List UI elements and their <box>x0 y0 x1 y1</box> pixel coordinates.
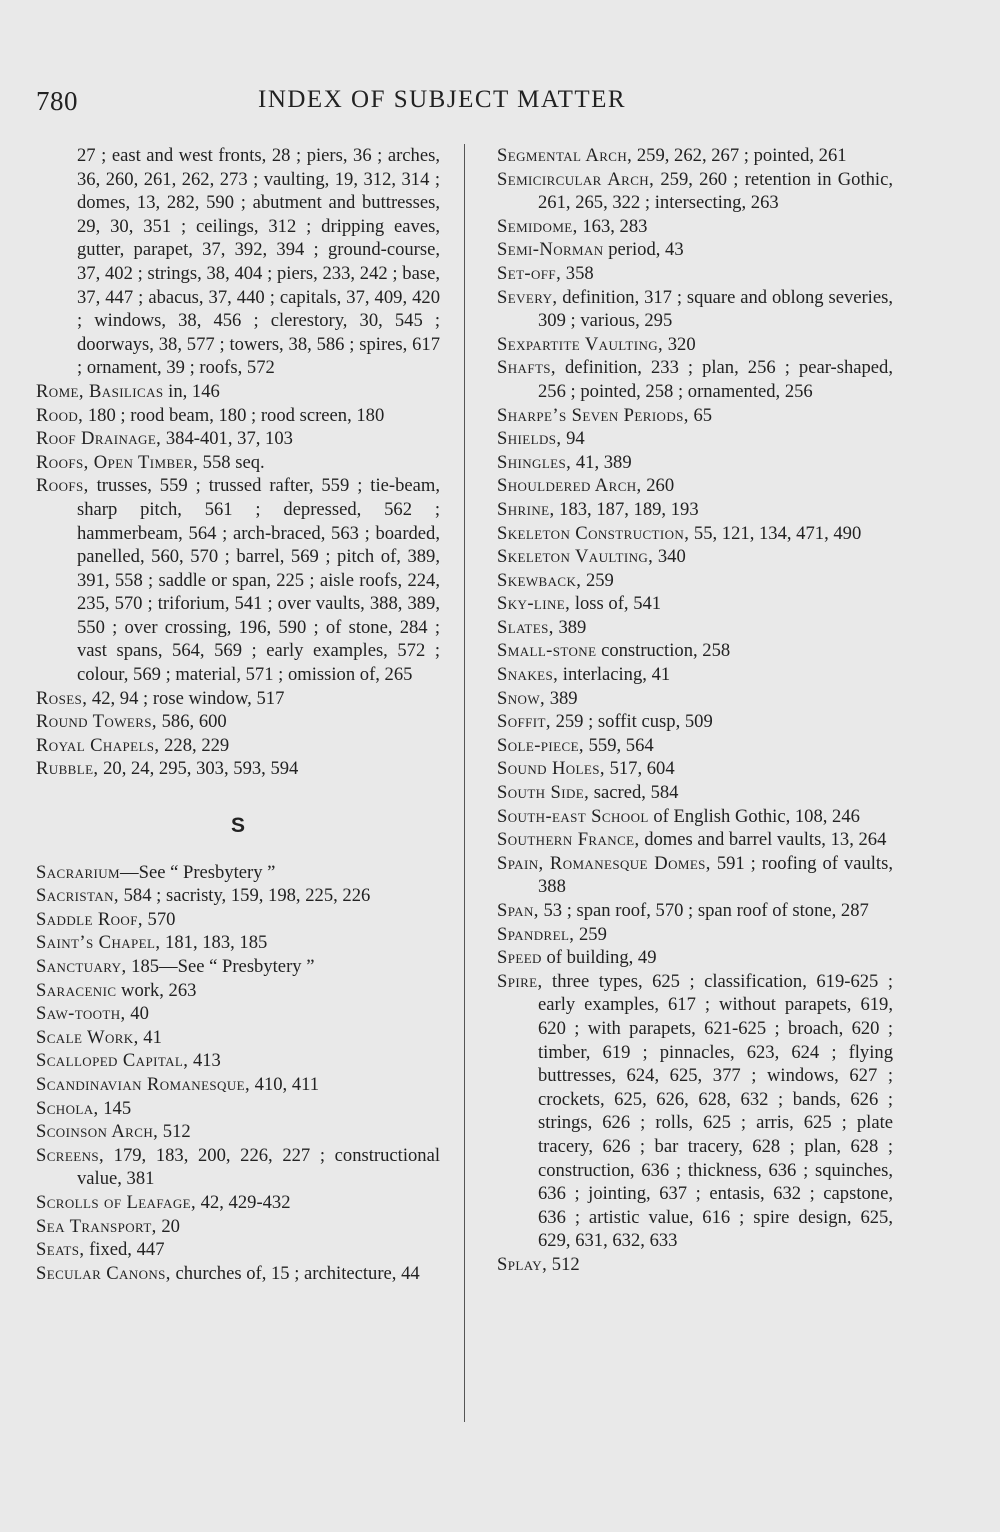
index-entry <box>36 1144 440 1191</box>
index-entry <box>36 427 440 451</box>
index-entry <box>36 451 440 475</box>
index-references: trusses, 559 ; trussed rafter, 559 ; tie-beam, sharp pitch, 561 ; depressed, 562 ; hammerbeam, 564 ; arch-braced, 563 ; boarded, panelled, 560, 570 ; barrel, 569 ; pitch of, 389, 391, 558 ; saddle or span, 225 ; aisle roofs, 224, 235, 570 ; triforium, 541 ; over vaults, 388, 389, 550 ; over crossing, 196, 590 ; of stone, 284 ; vast spans, 564, 569 ; early examples, 572 ; colour, 569 ; material, 571 ; omission of, 265 <box>77 475 440 686</box>
index-headword: Saddle Roof, <box>36 908 143 930</box>
index-entry <box>497 828 893 852</box>
index-references: definition, 317 ; square and oblong severies, 309 ; various, 295 <box>538 286 893 332</box>
index-references: 65 <box>688 404 713 426</box>
index-entry <box>497 923 893 947</box>
index-references: 586, 600 <box>156 711 227 733</box>
index-entry <box>497 710 893 734</box>
index-headword: Round Towers, <box>36 711 157 733</box>
index-entry <box>36 931 440 955</box>
index-entry <box>497 569 893 593</box>
index-entry <box>497 498 893 522</box>
index-headword: Secular Canons, <box>36 1262 171 1284</box>
index-references: 558 seq. <box>198 451 265 473</box>
index-headword: Segmental Arch, <box>497 145 633 166</box>
index-entry <box>497 451 893 475</box>
index-references: 183, 187, 189, 193 <box>554 498 699 520</box>
index-headword: Scoinson Arch, <box>36 1121 159 1143</box>
index-entry <box>497 592 893 616</box>
index-references: 42, 429-432 <box>196 1191 291 1213</box>
index-headword: Semidome, <box>497 215 578 237</box>
index-headword: Splay, <box>497 1253 548 1275</box>
index-entry <box>497 262 893 286</box>
index-references: 259 ; soffit cusp, 509 <box>550 711 713 733</box>
index-entry <box>36 404 440 428</box>
index-references: construction, 258 <box>596 640 731 662</box>
index-entry <box>36 734 440 758</box>
index-headword: Saracenic <box>36 979 117 1001</box>
index-references: 389 <box>545 687 578 709</box>
index-entry <box>497 899 893 923</box>
index-entry <box>36 1073 440 1097</box>
index-entry <box>36 1215 440 1239</box>
index-entry <box>36 1097 440 1121</box>
index-headword: Spain, Romanesque Domes, <box>497 852 711 874</box>
index-headword: Saw-tooth, <box>36 1003 126 1025</box>
index-references: 20, 24, 295, 303, 593, 594 <box>98 758 299 780</box>
index-entry <box>497 852 893 899</box>
index-headword: Saint’s Chapel, <box>36 932 161 954</box>
index-references: —See “ Presbytery ” <box>120 861 276 883</box>
index-headword: Royal Chapels, <box>36 734 160 756</box>
index-headword: Southern France, <box>497 829 640 851</box>
index-references: 260 <box>641 475 675 497</box>
index-entry <box>36 380 440 404</box>
index-headword: Snakes, <box>497 664 559 686</box>
index-entry <box>497 616 893 640</box>
index-references: interlacing, 41 <box>558 664 671 686</box>
index-references: 185—See “ Presbytery ” <box>126 956 315 977</box>
index-references: 259 <box>574 923 607 945</box>
index-entry <box>497 639 893 663</box>
index-entry <box>497 734 893 758</box>
index-headword: Seats, <box>36 1239 85 1261</box>
index-headword: Roof Drainage, <box>36 428 162 450</box>
index-references: 145 <box>98 1097 132 1119</box>
index-references: 340 <box>653 546 686 568</box>
index-entry <box>497 757 893 781</box>
index-references: 40 <box>125 1003 149 1025</box>
index-headword: Scalloped Capital, <box>36 1050 189 1072</box>
index-headword: Screens, <box>36 1144 105 1166</box>
index-headword: Rood, <box>36 404 84 426</box>
index-entry <box>497 215 893 239</box>
index-entry <box>497 168 893 215</box>
index-references: three types, 625 ; classification, 619-625 ; early examples, 617 ; without parapets, 619, 620 ; with parapets, 621-625 ; broach, 620 ; timber, 619 ; pinnacles, 623, 624 ; flying buttresses, 624, 625, 377 ; windows, 627 ; crockets, 625, 626, 628, 632 ; bands, 626 ; strings, 626 ; rolls, 625 ; arris, 625 ; plate tracery, 626 ; bar tracery, 628 ; plan, 628 ; construction, 636 ; thickness, 636 ; squinches, 636 ; jointing, 637 ; entasis, 632 ; capstone, 636 ; artistic value, 616 ; spire design, 625, 629, 631, 632, 633 <box>538 970 893 1252</box>
index-references: 384-401, 37, 103 <box>161 428 293 450</box>
index-headword: Spandrel, <box>497 923 575 945</box>
index-headword: Rome, Basilicas <box>36 380 164 402</box>
index-entry <box>497 238 893 262</box>
index-headword: Skewback, <box>497 569 582 591</box>
index-headword: Sacristan, <box>36 885 119 907</box>
index-headword: Schola, <box>36 1097 99 1119</box>
index-headword: Rubble, <box>36 758 99 780</box>
index-entry <box>36 861 440 885</box>
index-references: 53 ; span roof, 570 ; span roof of stone, 287 <box>538 900 869 921</box>
index-headword: Soffit, <box>497 711 551 733</box>
index-headword: Scrolls of Leafage, <box>36 1191 197 1213</box>
index-headword: Semicircular Arch, <box>497 168 655 190</box>
index-references: of building, 49 <box>541 947 657 969</box>
index-entry <box>36 474 440 686</box>
index-references: 259, 260 ; retention in Gothic, 261, 265, 322 ; intersecting, 263 <box>538 168 893 214</box>
index-references: 180 ; rood beam, 180 ; rood screen, 180 <box>83 404 385 426</box>
index-references: of English Gothic, 108, 246 <box>648 805 860 827</box>
index-entry <box>36 955 440 979</box>
index-headword: Scandinavian Romanesque, <box>36 1073 251 1095</box>
index-references: 358 <box>561 262 594 284</box>
index-entry <box>36 1238 440 1262</box>
index-headword: Set-off, <box>497 262 562 284</box>
index-headword: Shafts, <box>497 357 556 379</box>
index-references: 512 <box>158 1121 191 1143</box>
index-entry <box>36 979 440 1003</box>
index-headword: Shingles, <box>497 451 572 473</box>
index-headword: Sharpe’s Seven Periods, <box>497 404 689 426</box>
index-entry <box>497 286 893 333</box>
index-headword: Semi-Norman <box>497 239 604 261</box>
index-entries-s <box>36 861 440 1286</box>
index-entry <box>497 474 893 498</box>
index-entry <box>36 884 440 908</box>
index-entry <box>497 427 893 451</box>
index-entry <box>497 687 893 711</box>
index-references: 163, 283 <box>577 215 648 237</box>
index-entry <box>36 757 440 781</box>
index-headword: Skeleton Vaulting, <box>497 546 654 568</box>
index-entry <box>497 946 893 970</box>
running-head: INDEX OF SUBJECT MATTER <box>258 86 627 113</box>
index-entries-r <box>36 380 440 781</box>
index-headword: Shouldered Arch, <box>497 475 642 497</box>
index-headword: Roofs, <box>36 475 89 497</box>
index-headword: Skeleton Construction, <box>497 522 690 544</box>
index-references: 259, 262, 267 ; pointed, 261 <box>632 145 847 166</box>
index-entry <box>36 710 440 734</box>
index-headword: Spire, <box>497 970 543 992</box>
index-entry <box>36 1026 440 1050</box>
index-headword: Sea Transport, <box>36 1215 157 1237</box>
index-headword: Small-stone <box>497 640 597 662</box>
index-references: 584 ; sacristy, 159, 198, 225, 226 <box>118 885 371 907</box>
index-entry <box>497 805 893 829</box>
index-headword: Slates, <box>497 616 554 638</box>
left-column <box>36 144 440 1285</box>
index-headword: Speed <box>497 947 542 969</box>
index-entry <box>36 1002 440 1026</box>
right-column <box>497 144 893 1277</box>
index-headword: Span, <box>497 900 539 921</box>
index-headword: Sanctuary, <box>36 956 127 977</box>
index-headword: Sexpartite Vaulting, <box>497 333 664 355</box>
index-entries-s-continued <box>497 144 893 1277</box>
index-references: work, 263 <box>116 979 197 1001</box>
index-references: 42, 94 ; rose window, 517 <box>87 687 285 709</box>
index-references: 512 <box>547 1253 580 1275</box>
index-entry <box>497 333 893 357</box>
index-references: domes and barrel vaults, 13, 264 <box>639 829 887 851</box>
index-entry <box>497 781 893 805</box>
index-references: 20 <box>156 1215 180 1237</box>
index-entry <box>497 663 893 687</box>
index-headword: South Side, <box>497 782 590 804</box>
index-headword: Shrine, <box>497 498 555 520</box>
index-entry <box>36 1120 440 1144</box>
index-entry <box>36 1049 440 1073</box>
index-headword: Roses, <box>36 687 88 709</box>
page-number: 780 <box>36 86 78 116</box>
index-entry <box>497 970 893 1253</box>
index-references: 41 <box>138 1026 162 1048</box>
index-headword: Sole-piece, <box>497 734 584 756</box>
index-entry <box>497 356 893 403</box>
column-divider <box>464 144 465 1422</box>
index-references: churches of, 15 ; architecture, 44 <box>170 1262 420 1284</box>
index-headword: Severy, <box>497 286 558 308</box>
index-references: 55, 121, 134, 471, 490 <box>689 522 862 544</box>
index-references: 179, 183, 200, 226, 227 ; constructional value, 381 <box>77 1144 440 1190</box>
index-entry <box>497 545 893 569</box>
index-entry <box>497 522 893 546</box>
index-headword: Sound Holes, <box>497 758 605 780</box>
index-headword: Sky-line, <box>497 593 571 615</box>
index-headword: South-east School <box>497 805 649 827</box>
index-references: 228, 229 <box>159 734 230 756</box>
index-references: 591 ; roofing of vaults, 388 <box>538 852 893 898</box>
index-references: 320 <box>663 333 696 355</box>
index-entry <box>36 687 440 711</box>
index-entry <box>497 144 893 168</box>
index-headword: Sacrarium <box>36 861 121 883</box>
index-references: definition, 233 ; plan, 256 ; pear-shaped, 256 ; pointed, 258 ; ornamented, 256 <box>538 357 893 402</box>
index-references: 517, 604 <box>604 758 675 780</box>
index-references: sacred, 584 <box>589 782 679 804</box>
page-header <box>36 86 696 126</box>
index-references: 181, 183, 185 <box>160 932 268 954</box>
index-references: 259 <box>581 569 614 591</box>
index-entry <box>36 1191 440 1215</box>
continued-entry: 27 ; east and west fronts, 28 ; piers, 36 ; arches, 36, 260, 261, 262, 273 ; vaulting, 19, 312, 314 ; domes, 13, 282, 590 ; abutment and buttresses, 29, 30, 351 ; ceilings, 312 ; dripping eaves, gutter, parapet, 37, 392, 394 ; ground-course, 37, 402 ; strings, 38, 404 ; piers, 233, 242 ; base, 37, 447 ; abacus, 37, 440 ; capitals, 37, 409, 420 ; windows, 38, 456 ; clerestory, 30, 545 ; doorways, 38, 577 ; towers, 38, 586 ; spires, 617 ; ornament, 39 ; roofs, 572 <box>77 145 440 379</box>
index-headword: Snow, <box>497 687 546 709</box>
index-references: period, 43 <box>603 239 684 261</box>
section-letter: S <box>230 814 245 838</box>
index-references: 570 <box>142 908 176 930</box>
index-entry <box>36 908 440 932</box>
index-references: 559, 564 <box>583 734 654 756</box>
index-references: 410, 411 <box>250 1073 320 1095</box>
index-entry <box>497 1253 893 1277</box>
index-references: fixed, 447 <box>84 1239 165 1261</box>
index-entry <box>497 404 893 428</box>
index-references: 94 <box>561 428 585 450</box>
index-headword: Shields, <box>497 428 562 450</box>
index-references: 389 <box>553 616 587 638</box>
index-references: 41, 389 <box>571 451 632 473</box>
index-headword: Scale Work, <box>36 1026 139 1048</box>
index-references: in, 146 <box>163 380 220 402</box>
index-references: 413 <box>188 1050 221 1072</box>
index-entry <box>36 1262 440 1286</box>
index-references: loss of, 541 <box>570 593 662 615</box>
index-headword: Roofs, Open Timber, <box>36 451 199 473</box>
